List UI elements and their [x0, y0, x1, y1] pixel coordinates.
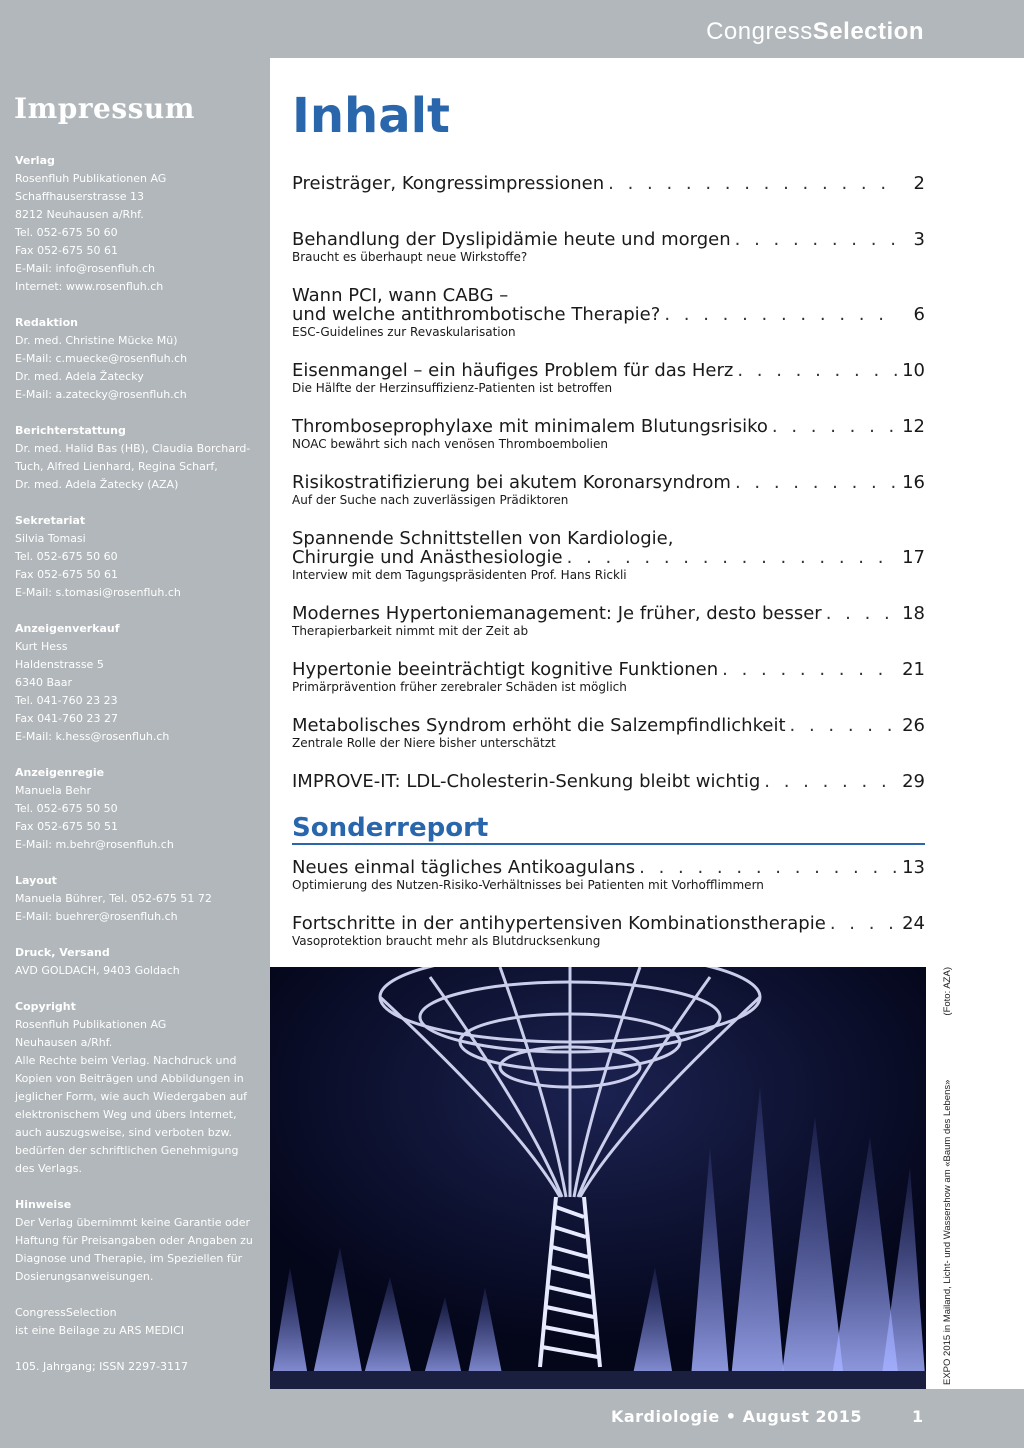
toc-entry [292, 174, 925, 193]
brand-logo: CongressSelection [706, 18, 924, 45]
impressum-line: Fax 052-675 50 51 [15, 820, 119, 833]
impressum-line: Internet: www.rosenfluh.ch [15, 280, 164, 293]
toc-page-number: 10 [902, 360, 925, 381]
impressum-line: Dr. med. Christine Mücke Mü) [15, 334, 178, 347]
impressum-line: Tel. 041-760 23 23 [15, 694, 118, 707]
toc-entry-subtitle: Vasoprotektion braucht mehr als Blutdrucksenkung [292, 934, 601, 948]
toc-page-number: 2 [913, 173, 925, 194]
toc-leader-dots [826, 604, 898, 623]
toc-entry-subtitle: Die Hälfte der Herzinsuffizienz-Patienten ist betroffen [292, 381, 613, 395]
impressum-section-heading: Copyright [15, 1000, 76, 1013]
footer-page-number: 1 [912, 1407, 924, 1426]
impressum-section-heading: Berichterstattung [15, 424, 126, 437]
toc-leader-dots [608, 174, 899, 193]
toc-list [292, 174, 925, 828]
toc-entry-subtitle: Braucht es überhaupt neue Wirkstoffe? [292, 250, 528, 264]
toc-entry [292, 660, 925, 695]
toc-leader-dots [664, 305, 899, 324]
impressum-line: jeglicher Form, wie auch Wiedergaben auf [15, 1090, 248, 1103]
toc-page-number: 24 [902, 913, 925, 934]
impressum-line: Tel. 052-675 50 60 [15, 226, 118, 239]
impressum-line: Neuhausen a/Rhf. [15, 1036, 113, 1049]
impressum-section-heading: Sekretariat [15, 514, 86, 527]
toc-entry-row [292, 361, 925, 380]
impressum-section [15, 1196, 263, 1286]
toc-entry-row [292, 914, 925, 933]
toc-entry-title: Chirurgie und Anästhesiologie [292, 547, 563, 568]
impressum-line: Alle Rechte beim Verlag. Nachdruck und [15, 1054, 237, 1067]
impressum-line: Tel. 052-675 50 50 [15, 802, 118, 815]
photo-caption [942, 967, 953, 1385]
impressum-line: Rosenfluh Publikationen AG [15, 172, 167, 185]
impressum-line: E-Mail: m.behr@rosenfluh.ch [15, 838, 174, 851]
toc-entry [292, 417, 925, 452]
impressum-section [15, 512, 263, 602]
toc-entry-subtitle: Therapierbarkeit nimmt mit der Zeit ab [292, 624, 529, 638]
impressum-line: CongressSelection [15, 1306, 117, 1319]
toc-page-number: 18 [902, 603, 925, 624]
toc-leader-dots [567, 548, 898, 567]
impressum-line: Dr. med. Adela Žatecky [15, 370, 144, 383]
toc-entry [292, 529, 925, 583]
impressum-line: bedürfen der schriftlichen Genehmigung [15, 1144, 239, 1157]
impressum-section-heading: Redaktion [15, 316, 78, 329]
toc-page-number: 3 [913, 229, 925, 250]
toc-leader-dots [772, 417, 898, 436]
toc-leader-dots [737, 361, 898, 380]
toc-entry [292, 772, 925, 791]
impressum-section [15, 1358, 263, 1376]
toc-entry-row [292, 660, 925, 679]
toc-entry-row [292, 548, 925, 567]
impressum-line: ist eine Beilage zu ARS MEDICI [15, 1324, 185, 1337]
caption-text: EXPO 2015 in Mailand, Licht- und Wassershow am «Baum des Lebens» [942, 1079, 953, 1385]
toc-entry-subtitle: Auf der Suche nach zuverlässigen Prädiktoren [292, 493, 569, 507]
toc-entry-row [292, 858, 925, 877]
impressum-line: elektronischem Weg und übers Internet, [15, 1108, 237, 1121]
toc-leader-dots [735, 230, 899, 249]
impressum-section [15, 620, 263, 746]
impressum-section [15, 872, 263, 926]
toc-entry-title: Modernes Hypertoniemanagement: Je früher, desto besser [292, 603, 822, 624]
toc-leader-dots [639, 858, 898, 877]
impressum-section-heading: Druck, Versand [15, 946, 110, 959]
impressum-line: Kurt Hess [15, 640, 68, 653]
impressum-line: Diagnose und Therapie, im Speziellen für [15, 1252, 243, 1265]
toc-entry-row [292, 305, 925, 324]
toc-entry-title: Preisträger, Kongressimpressionen [292, 173, 605, 194]
toc-entry-subtitle: Optimierung des Nutzen-Risiko-Verhältnisses bei Patienten mit Vorhofflimmern [292, 878, 764, 892]
toc-entry-title: Metabolisches Syndrom erhöht die Salzempfindlichkeit [292, 715, 786, 736]
impressum-section [15, 998, 263, 1178]
footer-journal: Kardiologie • August 2015 [610, 1407, 862, 1426]
photo-credit: (Foto: AZA) [942, 967, 953, 1016]
toc-entry-title: Neues einmal tägliches Antikoagulans [292, 857, 636, 878]
impressum-line: Dr. med. Halid Bas (HB), Claudia Borchard- [15, 442, 251, 455]
impressum-section-heading: Anzeigenverkauf [15, 622, 120, 635]
header-band [0, 0, 1024, 58]
toc-entry-title: Fortschritte in der antihypertensiven Kombinationstherapie [292, 913, 826, 934]
toc-entry-title: und welche antithrombotische Therapie? [292, 304, 661, 325]
toc-page-number: 26 [902, 715, 925, 736]
toc-entry [292, 914, 925, 949]
impressum-body [15, 152, 263, 1394]
impressum-section-heading: Anzeigenregie [15, 766, 105, 779]
sonderreport-title: Sonderreport [292, 813, 489, 843]
footer-band [0, 1389, 1024, 1448]
toc-entry [292, 858, 925, 893]
impressum-sidebar [0, 58, 270, 1389]
impressum-line: Der Verlag übernimmt keine Garantie oder [15, 1216, 250, 1229]
impressum-line: Silvia Tomasi [15, 532, 86, 545]
toc-entry-title: Hypertonie beeinträchtigt kognitive Funktionen [292, 659, 719, 680]
impressum-line: Schaffhauserstrasse 13 [15, 190, 145, 203]
impressum-line: E-Mail: a.zatecky@rosenfluh.ch [15, 388, 187, 401]
toc-entry-title: Spannende Schnittstellen von Kardiologie, [292, 528, 674, 549]
impressum-line: Fax 052-675 50 61 [15, 244, 119, 257]
toc-entry-row [292, 716, 925, 735]
toc-entry-title: Risikostratifizierung bei akutem Koronarsyndrom [292, 472, 731, 493]
toc-entry [292, 361, 925, 396]
impressum-line: Manuela Bührer, Tel. 052-675 51 72 [15, 892, 212, 905]
toc-entry-subtitle: ESC-Guidelines zur Revaskularisation [292, 325, 516, 339]
toc-entry-subtitle: Zentrale Rolle der Niere bisher unterschätzt [292, 736, 556, 750]
toc-leader-dots [722, 660, 898, 679]
toc-entry-row [292, 417, 925, 436]
impressum-line: AVD GOLDACH, 9403 Goldach [15, 964, 180, 977]
impressum-line: auch auszugsweise, sind verboten bzw. [15, 1126, 232, 1139]
impressum-line: 6340 Baar [15, 676, 73, 689]
toc-leader-dots [790, 716, 899, 735]
toc-leader-dots [735, 473, 898, 492]
toc-page-number: 13 [902, 857, 925, 878]
toc-page-number: 17 [902, 547, 925, 568]
impressum-line: E-Mail: s.tomasi@rosenfluh.ch [15, 586, 181, 599]
impressum-line: Haftung für Preisangaben oder Angaben zu [15, 1234, 253, 1247]
tree-of-life-photo [270, 967, 926, 1389]
toc-entry [292, 604, 925, 639]
toc-leader-dots [764, 772, 898, 791]
toc-page-number: 21 [902, 659, 925, 680]
toc-entry [292, 473, 925, 508]
impressum-line: Tel. 052-675 50 60 [15, 550, 118, 563]
toc-entry-title: Behandlung der Dyslipidämie heute und morgen [292, 229, 731, 250]
sonderreport-heading [292, 813, 925, 845]
toc-page-number: 12 [902, 416, 925, 437]
impressum-line: 8212 Neuhausen a/Rhf. [15, 208, 144, 221]
toc-entry-row [292, 174, 925, 193]
impressum-title: Impressum [14, 92, 195, 125]
impressum-line: Rosenfluh Publikationen AG [15, 1018, 167, 1031]
toc-entry [292, 286, 925, 340]
impressum-section [15, 764, 263, 854]
impressum-section-heading: Verlag [15, 154, 55, 167]
contents-panel [270, 58, 1024, 967]
page-title: Inhalt [292, 88, 450, 144]
sonderreport-list [292, 858, 925, 970]
impressum-line: E-Mail: c.muecke@rosenfluh.ch [15, 352, 188, 365]
toc-page-number: 16 [902, 472, 925, 493]
toc-entry-subtitle: NOAC bewährt sich nach venösen Thromboembolien [292, 437, 608, 451]
impressum-section [15, 944, 263, 980]
impressum-section-heading: Hinweise [15, 1198, 72, 1211]
impressum-line: Kopien von Beiträgen und Abbildungen in [15, 1072, 244, 1085]
impressum-line: Haldenstrasse 5 [15, 658, 104, 671]
impressum-line: Fax 041-760 23 27 [15, 712, 119, 725]
toc-page-number: 29 [902, 771, 925, 792]
impressum-line: E-Mail: info@rosenfluh.ch [15, 262, 155, 275]
toc-entry-row [292, 772, 925, 791]
toc-entry-title: Eisenmangel – ein häufiges Problem für das Herz [292, 360, 734, 381]
impressum-line: Tuch, Alfred Lienhard, Regina Scharf, [15, 460, 218, 473]
impressum-line: Dosierungsanweisungen. [15, 1270, 154, 1283]
caption-strip [926, 967, 1024, 1389]
toc-entry [292, 716, 925, 751]
impressum-line: E-Mail: k.hess@rosenfluh.ch [15, 730, 170, 743]
impressum-line: Manuela Behr [15, 784, 92, 797]
toc-entry-subtitle: Interview mit dem Tagungspräsidenten Prof. Hans Rickli [292, 568, 627, 582]
impressum-line: 105. Jahrgang; ISSN 2297-3117 [15, 1360, 189, 1373]
toc-entry-row [292, 473, 925, 492]
toc-entry-title: Wann PCI, wann CABG – [292, 285, 509, 306]
toc-entry-subtitle: Primärprävention früher zerebraler Schäden ist möglich [292, 680, 627, 694]
toc-entry-row [292, 230, 925, 249]
impressum-section [15, 1304, 263, 1340]
impressum-section [15, 152, 263, 296]
toc-leader-dots [830, 914, 898, 933]
toc-entry-title: Thromboseprophylaxe mit minimalem Blutungsrisiko [292, 416, 768, 437]
impressum-section [15, 422, 263, 494]
impressum-line: des Verlags. [15, 1162, 82, 1175]
toc-entry [292, 230, 925, 265]
toc-entry-title: IMPROVE-IT: LDL-Cholesterin-Senkung bleibt wichtig [292, 771, 761, 792]
toc-entry-row [292, 604, 925, 623]
impressum-line: E-Mail: buehrer@rosenfluh.ch [15, 910, 178, 923]
impressum-section [15, 314, 263, 404]
impressum-line: Fax 052-675 50 61 [15, 568, 119, 581]
impressum-line: Dr. med. Adela Žatecky (AZA) [15, 478, 179, 491]
impressum-section-heading: Layout [15, 874, 57, 887]
toc-page-number: 6 [913, 304, 925, 325]
